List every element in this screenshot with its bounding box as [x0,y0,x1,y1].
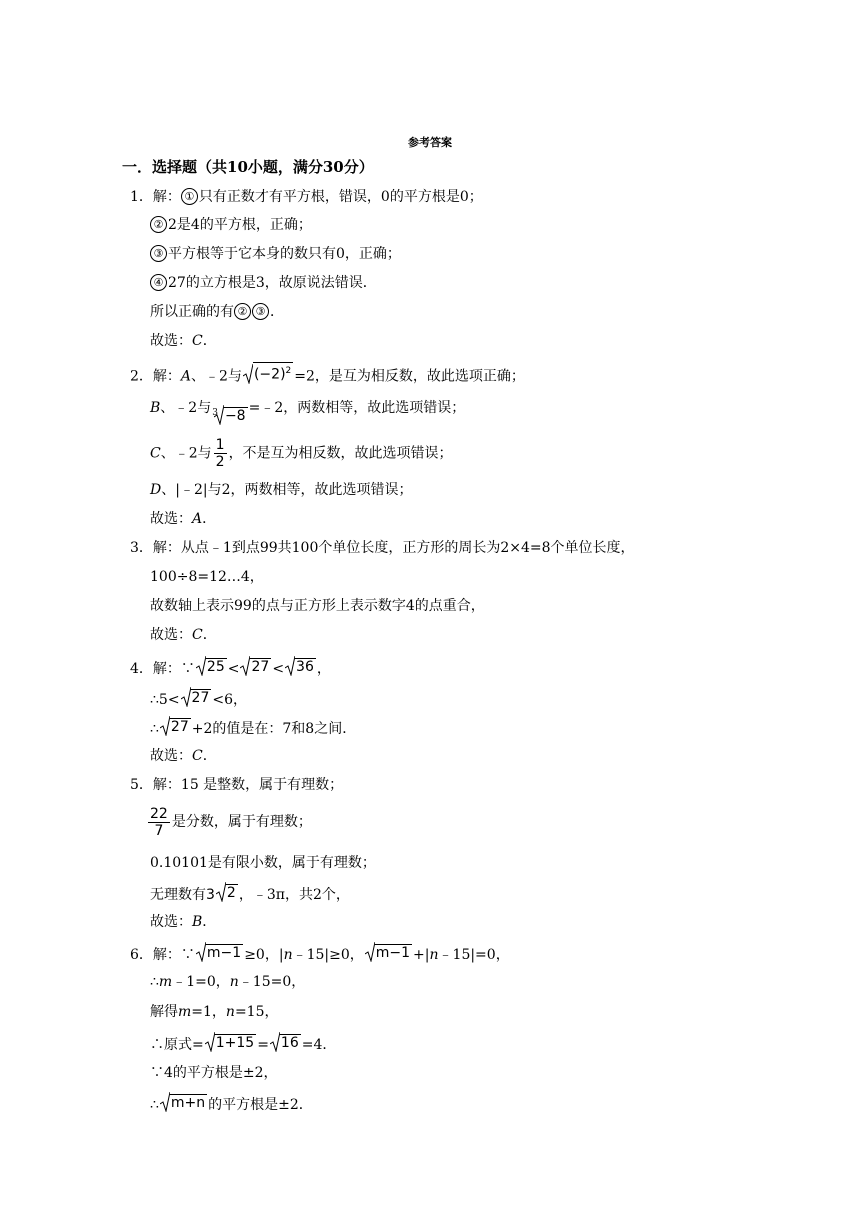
option-d-text: 、|﹣2|与2，两数相等，故此选项错误； [161,482,413,498]
q5-text-3: 0.10101是有限小数，属于有理数； [150,855,376,871]
q6-line-2 [150,972,305,992]
q6-line-3 [150,1002,279,1022]
q2-answer [150,509,216,529]
variable-n: n [229,974,239,990]
sqrt-expression [205,1032,256,1052]
variable-m: m [158,974,173,990]
section-heading: 一．选择题（共10小题，满分30分） [122,158,374,176]
radical-icon [196,942,206,962]
q6-text-6b: 的平方根是±2． [208,1097,313,1113]
answer-period: ． [202,627,217,643]
q6-text-2c: ﹣15=0， [238,974,306,990]
q2-prefix: 解： [152,368,181,385]
q5-line-4 [150,882,350,902]
sqrt-expression [240,656,271,676]
q1-line-3 [150,244,401,264]
radical-icon [181,687,191,707]
answer-choice: A [192,511,203,527]
option-c-text-1: 、﹣2与 [160,445,212,462]
circled-number-4: ④ [150,274,167,291]
circled-number-1: ① [181,188,198,205]
option-d-label: D [150,482,162,498]
option-b-text-2: =﹣2，两数相等，故此选项错误； [248,400,466,416]
radicand: 25 [206,659,225,675]
circled-number-3: ③ [252,303,269,320]
variable-n: n [283,947,293,963]
answer-label: 故选： [150,627,192,643]
q5-text-4a: 无理数有 [150,887,206,903]
radical-icon [240,656,250,676]
fraction [148,806,170,839]
sqrt-expression [365,942,412,962]
q4-text-3a: ∴ [150,721,159,737]
q3-number: 3． [130,540,153,556]
variable-n: n [225,1004,235,1020]
denominator: 7 [154,822,164,839]
q1-statement-3: 平方根等于它本身的数只有0，正确； [168,246,401,262]
answer-choice: B [192,914,203,930]
q2-line-a [130,362,525,385]
radicand: 27 [251,659,270,675]
q4-number: 4． [130,661,153,677]
sqrt-expression [285,656,316,676]
q5-line-1 [130,775,343,795]
option-a-text-2: =2，是互为相反数，故此选项正确； [294,368,525,385]
q1-statement-2: 2是4的平方根，正确； [168,217,312,233]
q1-statement-1: 只有正数才有平方根，错误，0的平方根是0； [198,189,483,205]
answer-choice: C [192,333,203,349]
circled-number-3: ③ [150,245,167,262]
answer-period: ． [202,914,217,930]
q1-prefix: 解： [152,189,181,205]
option-a-label: A [180,368,192,385]
q5-text-2: 是分数，属于有理数； [171,814,312,830]
coefficient: 3 [206,887,215,903]
q6-line-4 [150,1032,336,1052]
radical-icon [365,942,375,962]
circled-number-2: ② [234,303,251,320]
q6-text-2b: ﹣1=0， [172,974,230,990]
q6-number: 6． [130,947,153,963]
q5-line-3 [150,853,376,873]
numerator: 22 [150,805,168,822]
answer-period: ． [202,748,217,764]
radicand: m+n [170,1095,206,1111]
sqrt-expression [160,716,191,736]
radical-icon [214,405,224,425]
q3-text-3: 故数轴上表示99的点与正方形上表示数字4的点重合， [150,598,485,614]
q3-answer [150,625,217,645]
radicand: −8 [224,408,246,424]
cbrt-expression [212,405,247,425]
answer-period: ． [202,511,217,527]
radicand: 1+15 [215,1035,255,1051]
radicand: 27 [191,690,210,706]
answer-label: 故选： [150,748,192,764]
q2-number: 2． [130,368,153,385]
sqrt-expression [181,687,212,707]
root-index: 3 [212,408,218,418]
q1-statement-4: 27的立方根是3，故原说法错误． [168,275,377,291]
q1-line-2 [150,215,312,235]
q2-line-b [150,398,466,424]
q5-line-2 [150,804,312,840]
radical-icon [270,1032,280,1052]
q1-summary: 所以正确的有 [150,304,234,320]
q6-text-4b: = [257,1037,269,1053]
sqrt-expression [243,362,293,384]
q6-text-3c: =15， [234,1004,279,1020]
radicand: m−1 [206,945,242,961]
less-than: < [272,661,285,677]
q6-text-1b: ≥0，| [244,947,284,963]
radicand: 2 [226,885,236,901]
q4-text-1b: ， [316,661,331,677]
option-c-text-2: ，不是互为相反数，故此选项错误； [228,445,453,462]
q2-line-c [150,437,453,470]
q1-line-1 [130,187,483,207]
q5-text-4b: ，﹣3π，共2个， [238,887,350,903]
radical-icon [205,1032,215,1052]
q3-text-1: 解：从点﹣1到点99共100个单位长度，正方形的周长为2×4=8个单位长度， [152,540,635,556]
q6-text-1e: ﹣15|=0， [438,947,510,963]
q6-text-6a: ∴ [150,1097,159,1113]
less-than: < [227,661,240,677]
sqrt-expression [196,656,227,676]
radical-icon [285,656,295,676]
q3-line-2 [150,567,264,587]
q3-line-3 [150,596,485,616]
radicand: 36 [296,659,314,675]
answer-choice: C [192,627,203,643]
radical-icon [196,656,206,676]
option-b-label: B [150,400,161,416]
answer-label: 故选： [150,914,192,930]
q6-text-5: ∵4的平方根是±2， [150,1065,278,1081]
q6-line-5 [150,1063,278,1083]
q2-line-d [150,480,412,500]
variable-n: n [429,947,439,963]
q5-answer [150,912,216,932]
variable-m: m [178,1004,192,1020]
answer-label: 故选： [150,511,192,527]
q6-text-4c: =4． [301,1037,337,1053]
denominator: 2 [215,454,225,470]
option-c-label: C [150,445,161,462]
radical-icon [243,364,253,384]
q3-text-2: 100÷8=12…4， [150,569,264,585]
q4-text-3b: +2的值是在：7和8之间． [191,721,357,737]
radicand: (−2) [253,366,286,383]
q4-line-2 [150,687,247,707]
radical-icon [160,1092,170,1112]
answer-choice: C [192,748,203,764]
q1-line-5 [150,302,284,322]
q6-text-1d: +| [413,947,430,963]
sqrt-expression [196,942,243,962]
radicand: 27 [170,719,189,735]
q6-text-2a: ∴ [150,974,159,990]
sqrt-expression [216,882,238,902]
q1-number: 1． [130,189,153,205]
answer-period: ． [202,333,217,349]
q6-line-1 [130,942,510,962]
page-title: 参考答案 [408,136,452,149]
q6-line-6 [150,1092,313,1112]
q5-text-1: 解：15 是整数，属于有理数； [152,777,344,793]
q1-answer [150,331,217,351]
radical-icon [216,882,226,902]
numerator: 1 [215,437,225,453]
option-a-text-1: 、﹣2与 [191,368,242,385]
exponent: 2 [285,366,292,376]
option-b-text-1: 、﹣2与 [160,400,212,416]
q5-number: 5． [130,777,153,793]
q4-text-1a: 解：∵ [152,661,195,677]
q1-line-4 [150,273,377,293]
q6-text-4a: ∴原式= [150,1037,204,1053]
answer-label: 故选： [150,333,192,349]
circled-number-2: ② [150,216,167,233]
q6-text-3a: 解得 [150,1004,178,1020]
q4-text-2b: <6， [212,692,248,708]
q6-text-1c: ﹣15|≥0， [292,947,364,963]
q6-text-1a: 解：∵ [152,947,195,963]
q4-line-1 [130,656,331,676]
q1-period: ． [270,304,284,320]
radicand: 16 [280,1035,299,1051]
fraction [214,437,227,470]
radicand: m−1 [375,945,411,961]
sqrt-expression [270,1032,301,1052]
sqrt-expression [160,1092,207,1112]
q3-line-1 [130,538,635,558]
q4-line-3 [150,716,356,736]
q4-answer [150,746,217,766]
q4-text-2a: ∴5< [150,692,180,708]
radical-icon [160,716,170,736]
q6-text-3b: =1， [191,1004,226,1020]
